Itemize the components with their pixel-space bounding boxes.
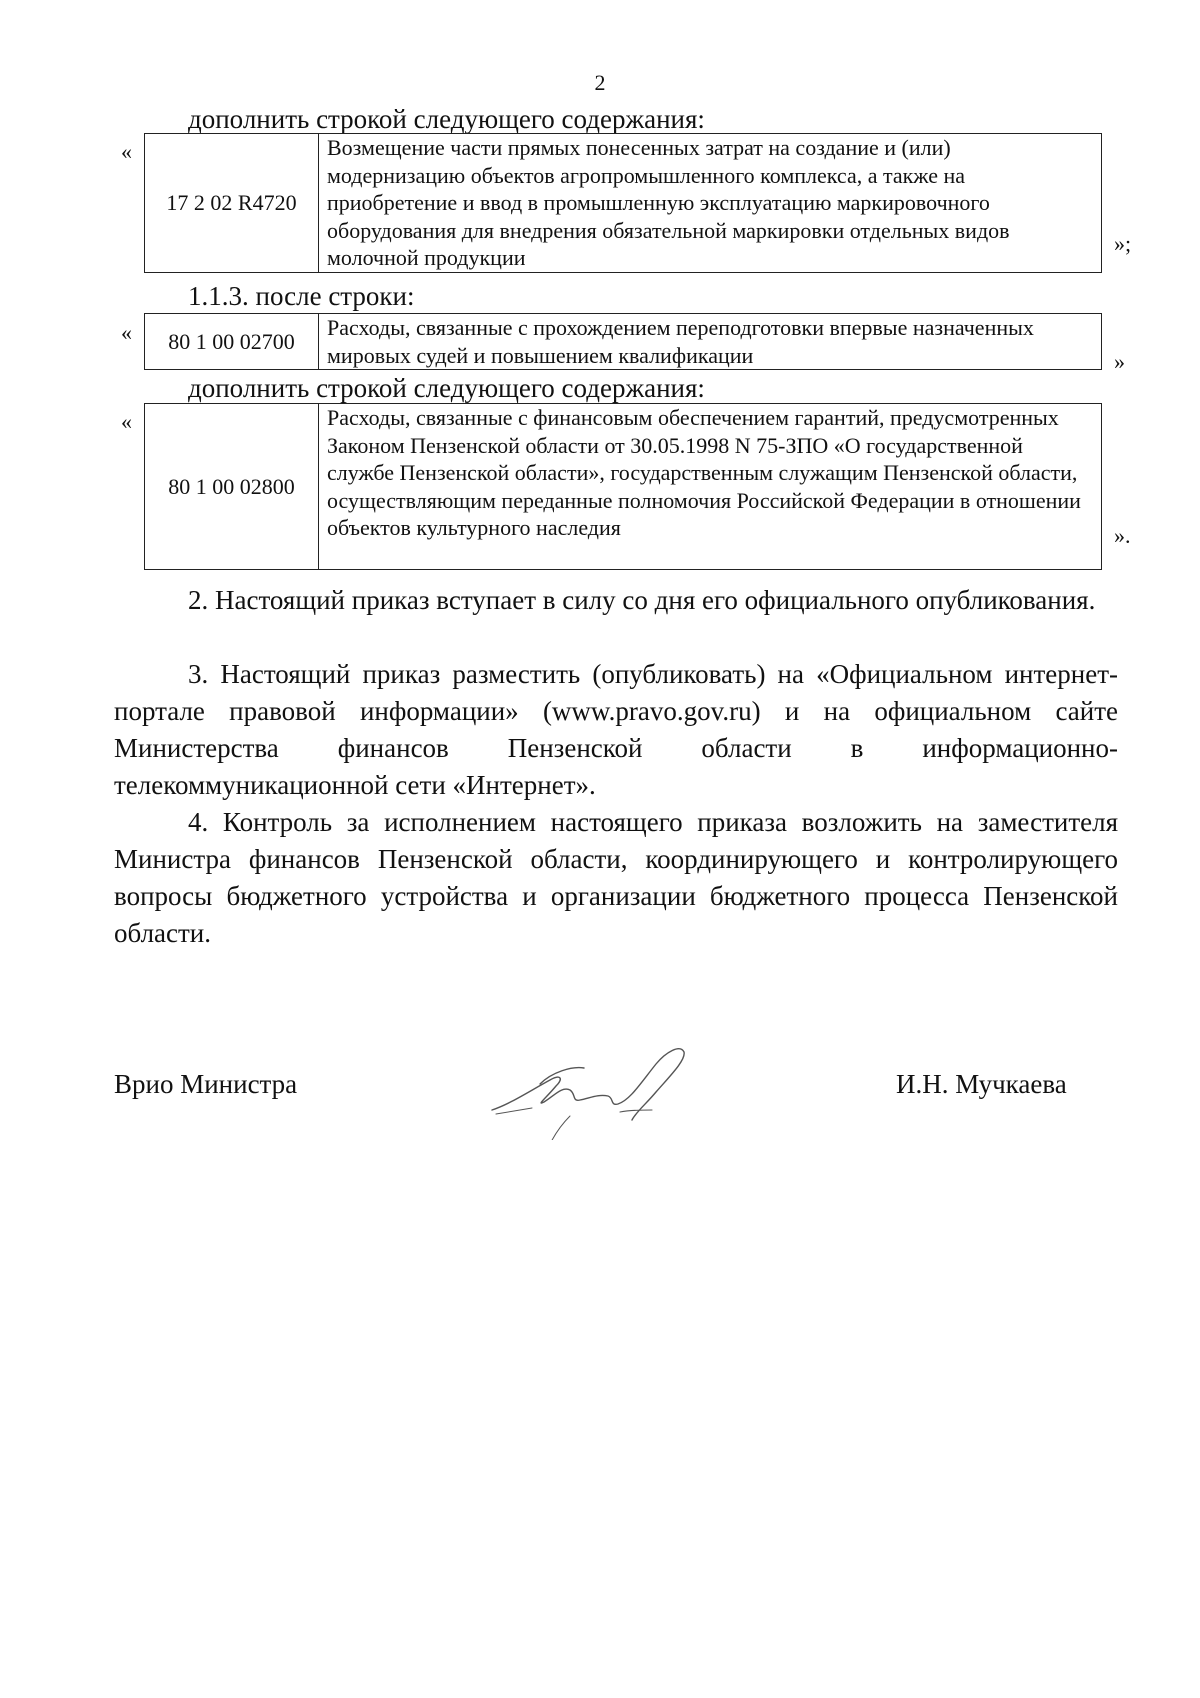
close-quote: »; — [1114, 231, 1132, 256]
open-quote: « — [121, 409, 132, 434]
code-description: Расходы, связанные с финансовым обеспечением гарантий, предусмотренных Законом Пензенской области от 30.05.1998 N 75-ЗПО «О государственной службе Пензенской области», государственным служащим Пензенской области, осуществляющим переданные полномочия Российской Федерации в отношении объектов культурного наследия — [319, 404, 1102, 570]
paragraph — [114, 582, 1118, 619]
paragraph — [114, 656, 1118, 804]
budget-code: 17 2 02 R4720 — [145, 134, 319, 273]
paragraph-text: 3. Настоящий приказ разместить (опубликовать) на «Официальном интернет-портале правовой информации» (www.pravo.gov.ru) и на официальном сайте Министерства финансов Пензенской области в информационно-телекоммуникационной сети «Интернет». — [114, 659, 1118, 800]
page-number: 2 — [594, 70, 606, 95]
budget-code: 80 1 00 02800 — [145, 404, 319, 570]
code-description: Возмещение части прямых понесенных затрат на создание и (или) модернизацию объектов агропромышленного комплекса, а также на приобретение и ввод в промышленную эксплуатацию маркировочного оборудования для внедрения обязательной маркировки отдельных видов молочной продукции — [319, 134, 1102, 273]
paragraph-text: 4. Контроль за исполнением настоящего приказа возложить на заместителя Министра финансов Пензенской области, координирующего и контролирующего вопросы бюджетного устройства и организации бюджетного процесса Пензенской области. — [114, 807, 1118, 948]
signer-name: И.Н. Мучкаева — [896, 1069, 1067, 1099]
table-row — [145, 134, 1102, 273]
code-table — [144, 403, 1102, 570]
code-table — [144, 133, 1102, 273]
close-quote: ». — [1114, 523, 1131, 548]
paragraph — [114, 804, 1118, 952]
open-quote: « — [121, 139, 132, 164]
intro-line: дополнить строкой следующего содержания: — [188, 373, 705, 403]
table-row — [145, 404, 1102, 570]
open-quote: « — [121, 320, 132, 345]
code-description: Расходы, связанные с прохождением переподготовки впервые назначенных мировых судей и повышением квалификации — [319, 314, 1102, 370]
intro-line: 1.1.3. после строки: — [188, 281, 415, 311]
code-table — [144, 313, 1102, 370]
intro-line: дополнить строкой следующего содержания: — [188, 104, 705, 134]
table-row — [145, 314, 1102, 370]
handwritten-signature — [480, 1020, 720, 1140]
budget-code: 80 1 00 02700 — [145, 314, 319, 370]
signer-position: Врио Министра — [114, 1069, 298, 1099]
close-quote: » — [1114, 349, 1125, 374]
paragraph-text: 2. Настоящий приказ вступает в силу со дня его официального опубликования. — [188, 585, 1096, 615]
